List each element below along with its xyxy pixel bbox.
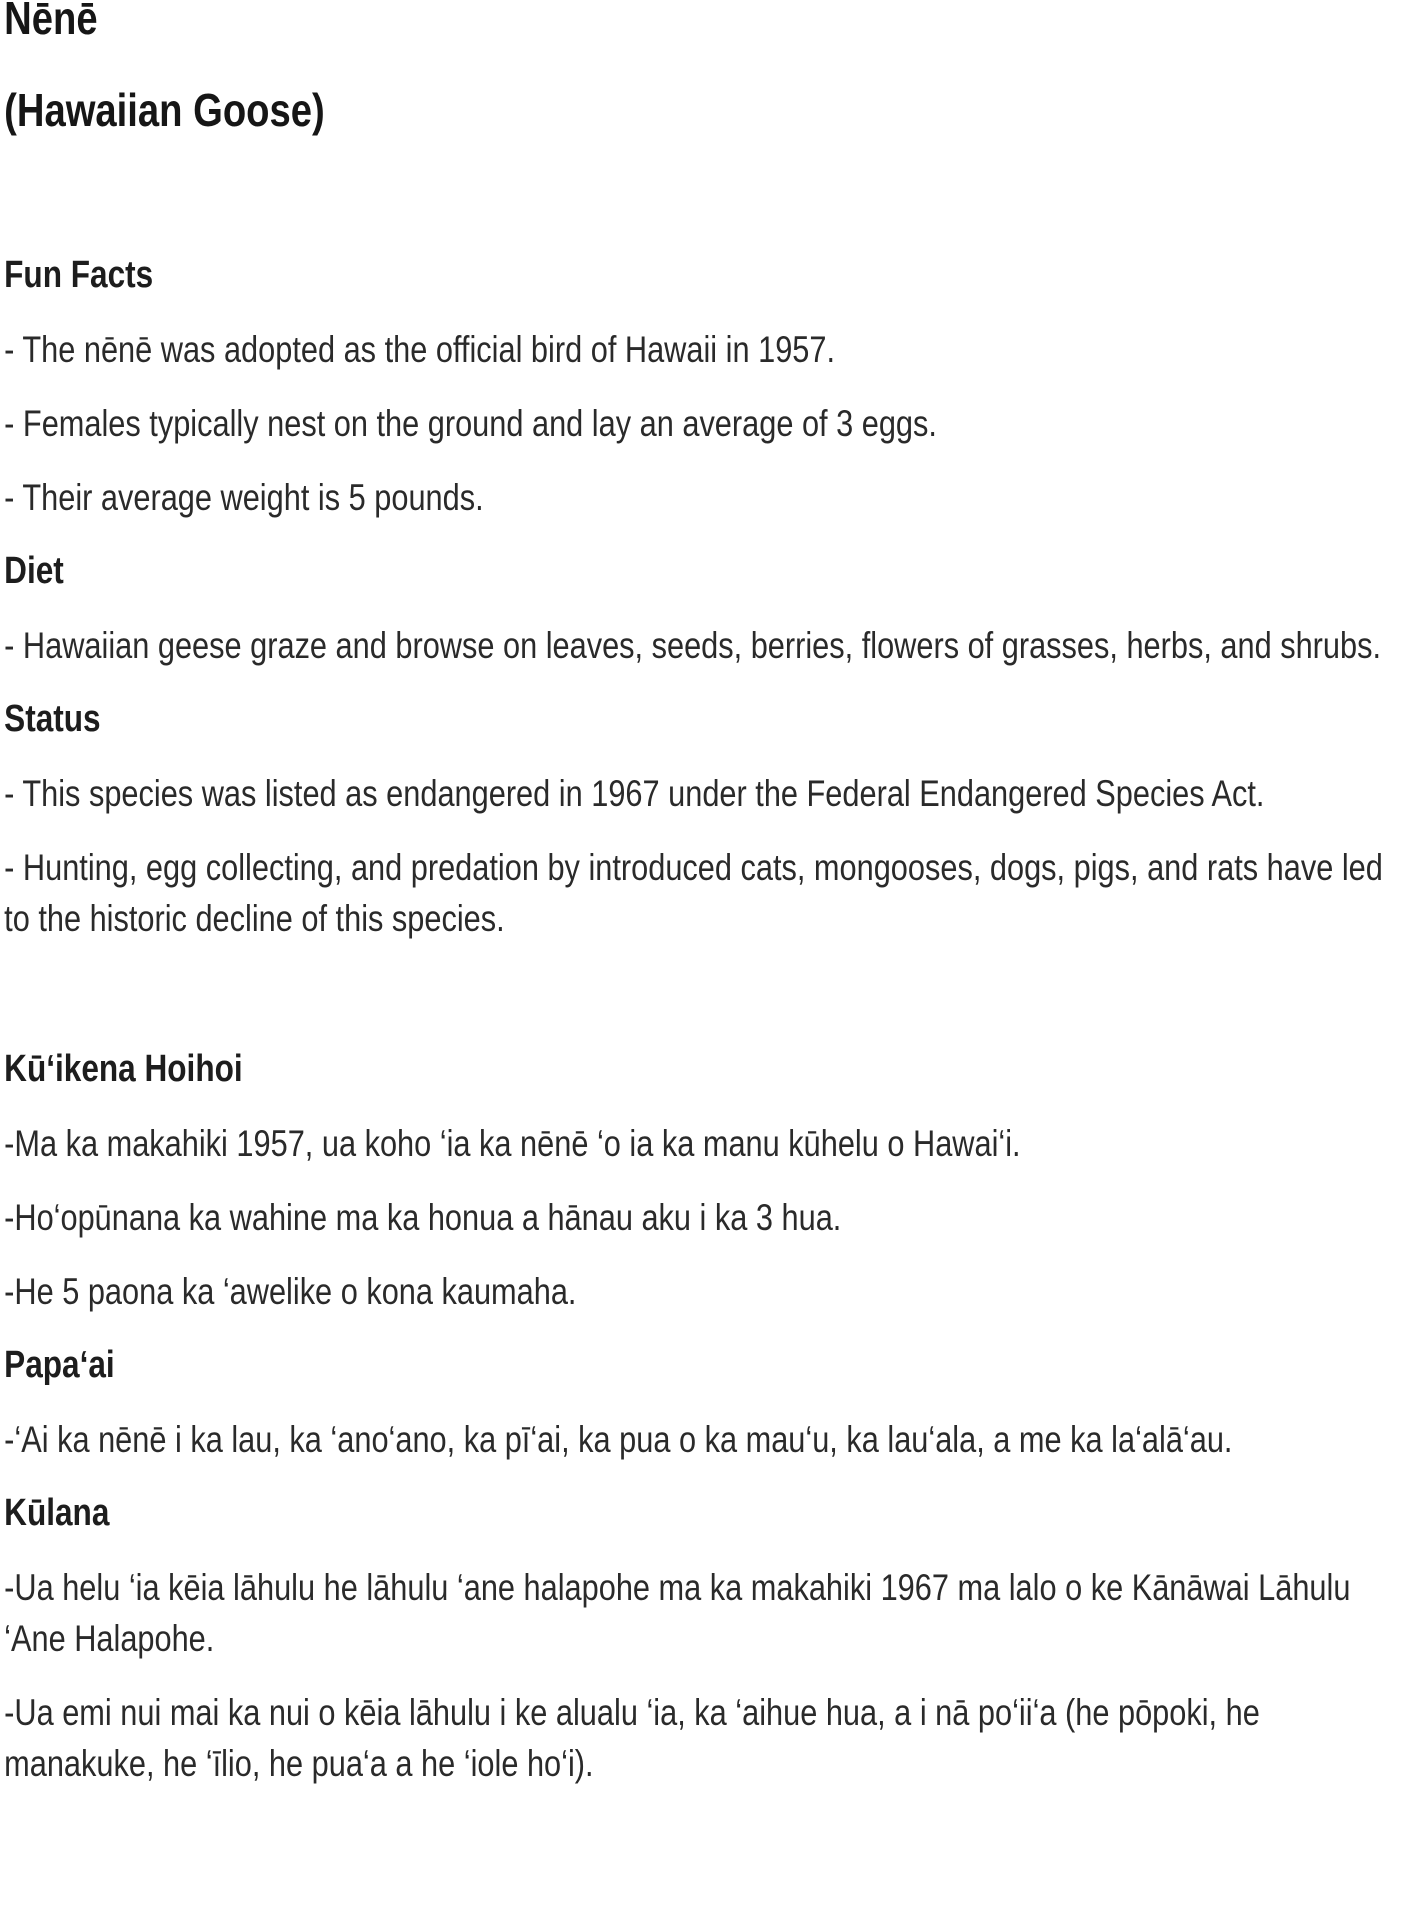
section-heading-kulana: Kūlana — [4, 1492, 110, 1534]
section-heading-kuikena-hoihoi: Kū‘ikena Hoihoi — [4, 1048, 243, 1090]
kuikena-hoihoi-item: -He 5 paona ka ‘awelike o kona kaumaha. — [4, 1271, 577, 1312]
kuikena-hoihoi-item: -Ma ka makahiki 1957, ua koho ‘ia ka nēnē ‘o ia ka manu kūhelu o Hawai‘i. — [4, 1123, 1021, 1164]
fun-fact-item: - Their average weight is 5 pounds. — [4, 477, 484, 518]
diet-item: - Hawaiian geese graze and browse on leaves, seeds, berries, flowers of grasses, herbs, and shrubs. — [4, 625, 1382, 666]
kulana-item: -Ua emi nui mai ka nui o kēia lāhulu i ke alualu ‘ia, ka ‘aihue hua, a i nā po‘ii‘a (he pōpoki, he manakuke, he ‘īlio, he pua‘a a he ‘iole ho‘i). — [4, 1692, 1260, 1784]
papaai-item: -‘Ai ka nēnē i ka lau, ka ‘ano‘ano, ka pī‘ai, ka pua o ka mau‘u, ka lau‘ala, a me ka la‘alā‘au. — [4, 1419, 1233, 1460]
section-heading-status: Status — [4, 698, 101, 740]
section-heading-diet: Diet — [4, 550, 64, 592]
kuikena-hoihoi-item: -Ho‘opūnana ka wahine ma ka honua a hānau aku i ka 3 hua. — [4, 1197, 842, 1238]
page-subtitle: (Hawaiian Goose) — [4, 84, 325, 136]
section-heading-fun-facts: Fun Facts — [4, 254, 154, 296]
document-title-block — [4, 0, 325, 156]
page-title: Nēnē — [4, 0, 98, 44]
section-heading-papaai: Papa‘ai — [4, 1344, 115, 1386]
kulana-item: -Ua helu ‘ia kēia lāhulu he lāhulu ‘ane halapohe ma ka makahiki 1967 ma lalo o ke Kānāwai Lāhulu ‘Ane Halapohe. — [4, 1567, 1351, 1659]
status-item: - This species was listed as endangered in 1967 under the Federal Endangered Species Act. — [4, 773, 1265, 814]
status-item: - Hunting, egg collecting, and predation by introduced cats, mongooses, dogs, pigs, and rats have led to the historic decline of this species. — [4, 847, 1383, 939]
fun-fact-item: - Females typically nest on the ground and lay an average of 3 eggs. — [4, 403, 937, 444]
fun-fact-item: - The nēnē was adopted as the official bird of Hawaii in 1957. — [4, 329, 836, 370]
